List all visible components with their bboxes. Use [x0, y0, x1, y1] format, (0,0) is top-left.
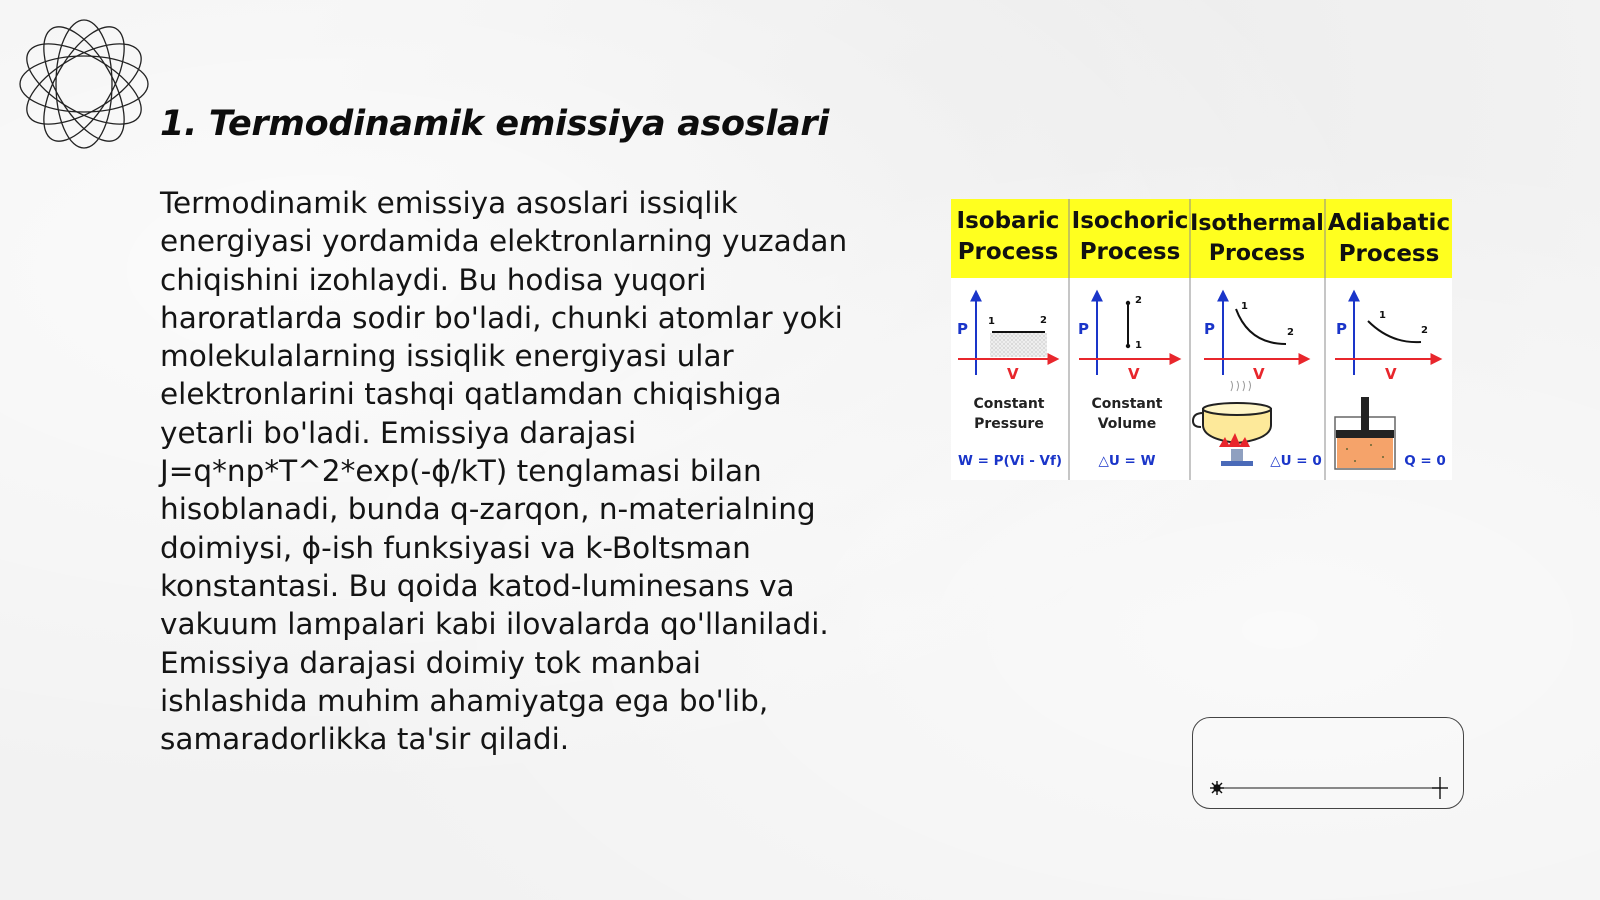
isothermal-title-line2: Process — [1208, 241, 1306, 266]
end-marker-icon[interactable] — [1432, 777, 1448, 799]
heated-pot-icon — [1193, 381, 1271, 466]
slide-title: 1. Termodinamik emissiya asoslari — [160, 104, 830, 144]
isobaric-title-line1: Isobaric — [956, 208, 1060, 234]
isothermal-point-1: 1 — [1241, 301, 1248, 312]
adiabatic-title-line1: Adiabatic — [1327, 210, 1451, 236]
isothermal-title-line1: Isothermal — [1190, 211, 1324, 236]
isochoric-title-line2: Process — [1079, 239, 1181, 265]
adiabatic-column — [1328, 210, 1450, 469]
isobaric-axis-y-label: P — [957, 320, 968, 338]
isothermal-curve — [1236, 309, 1286, 344]
isochoric-axis-x-label: V — [1128, 365, 1140, 383]
isobaric-equation: W = P(Vi - Vf) — [958, 453, 1062, 469]
isochoric-column — [1072, 208, 1189, 469]
media-progress-control[interactable] — [1192, 717, 1464, 809]
adiabatic-equation: Q = 0 — [1404, 453, 1446, 469]
thermodynamic-processes-diagram — [951, 199, 1452, 480]
adiabatic-title-line2: Process — [1338, 241, 1440, 267]
isobaric-point-1: 1 — [988, 316, 995, 327]
isothermal-axis-x-label: V — [1253, 365, 1265, 383]
pressure-hatch-icon — [990, 333, 1047, 357]
isothermal-axis-y-label: P — [1204, 320, 1215, 338]
slide-body-text: Termodinamik emissiya asoslari issiqlik energiyasi yordamida elektronlarning yuzadan chiqishini izohlaydi. Bu hodisa yuqori haroratlarda sodir bo'ladi, chunki atomlar yoki molekulalarning issiqlik energiyasi ular elektronlarini tashqi qatlamdan chiqishiga yetarli bo'ladi. Emissiya darajasi J=q*np*T^2*exp(-ϕ/kT) tenglamasi bilan hisoblanadi, bunda q-zarqon, n-materialning doimiysi, ϕ-ish funksiyasi va k-Boltsman konstantasi. Bu qoida katod-luminesans va vakuum lampalari kabi ilovalarda qo'llaniladi. Emissiya darajasi doimiy tok manbai ishlashida muhim ahamiyatga ega bo'lib, samaradorlikka ta'sir qiladi. — [160, 186, 848, 757]
isochoric-point-marker — [1126, 301, 1130, 305]
insulated-piston-icon — [1335, 397, 1395, 469]
isochoric-point-2: 2 — [1135, 295, 1142, 306]
isobaric-axis-x-label: V — [1007, 365, 1019, 383]
orbital-rings-icon — [10, 10, 158, 158]
isochoric-axis-y-label: P — [1078, 320, 1089, 338]
isothermal-column — [1190, 211, 1324, 469]
isobaric-point-2: 2 — [1040, 315, 1047, 326]
adiabatic-axis-x-label: V — [1385, 365, 1397, 383]
adiabatic-point-1: 1 — [1379, 310, 1386, 321]
isochoric-equation: △U = W — [1098, 453, 1156, 469]
isochoric-point-marker — [1126, 344, 1130, 348]
isochoric-caption-line1: Constant — [1091, 396, 1163, 412]
adiabatic-point-2: 2 — [1421, 325, 1428, 336]
isochoric-point-1: 1 — [1135, 340, 1142, 351]
isobaric-column — [957, 208, 1062, 469]
adiabatic-axis-y-label: P — [1336, 320, 1347, 338]
adiabatic-curve — [1368, 321, 1421, 342]
isothermal-equation: △U = 0 — [1270, 453, 1322, 469]
isobaric-caption-line1: Constant — [973, 396, 1045, 412]
isochoric-caption-line2: Volume — [1097, 416, 1157, 432]
isothermal-point-2: 2 — [1287, 327, 1294, 338]
play-marker-icon[interactable] — [1210, 781, 1224, 795]
isochoric-title-line1: Isochoric — [1071, 208, 1189, 234]
isobaric-caption-line2: Pressure — [974, 416, 1044, 432]
isobaric-title-line2: Process — [957, 239, 1059, 265]
